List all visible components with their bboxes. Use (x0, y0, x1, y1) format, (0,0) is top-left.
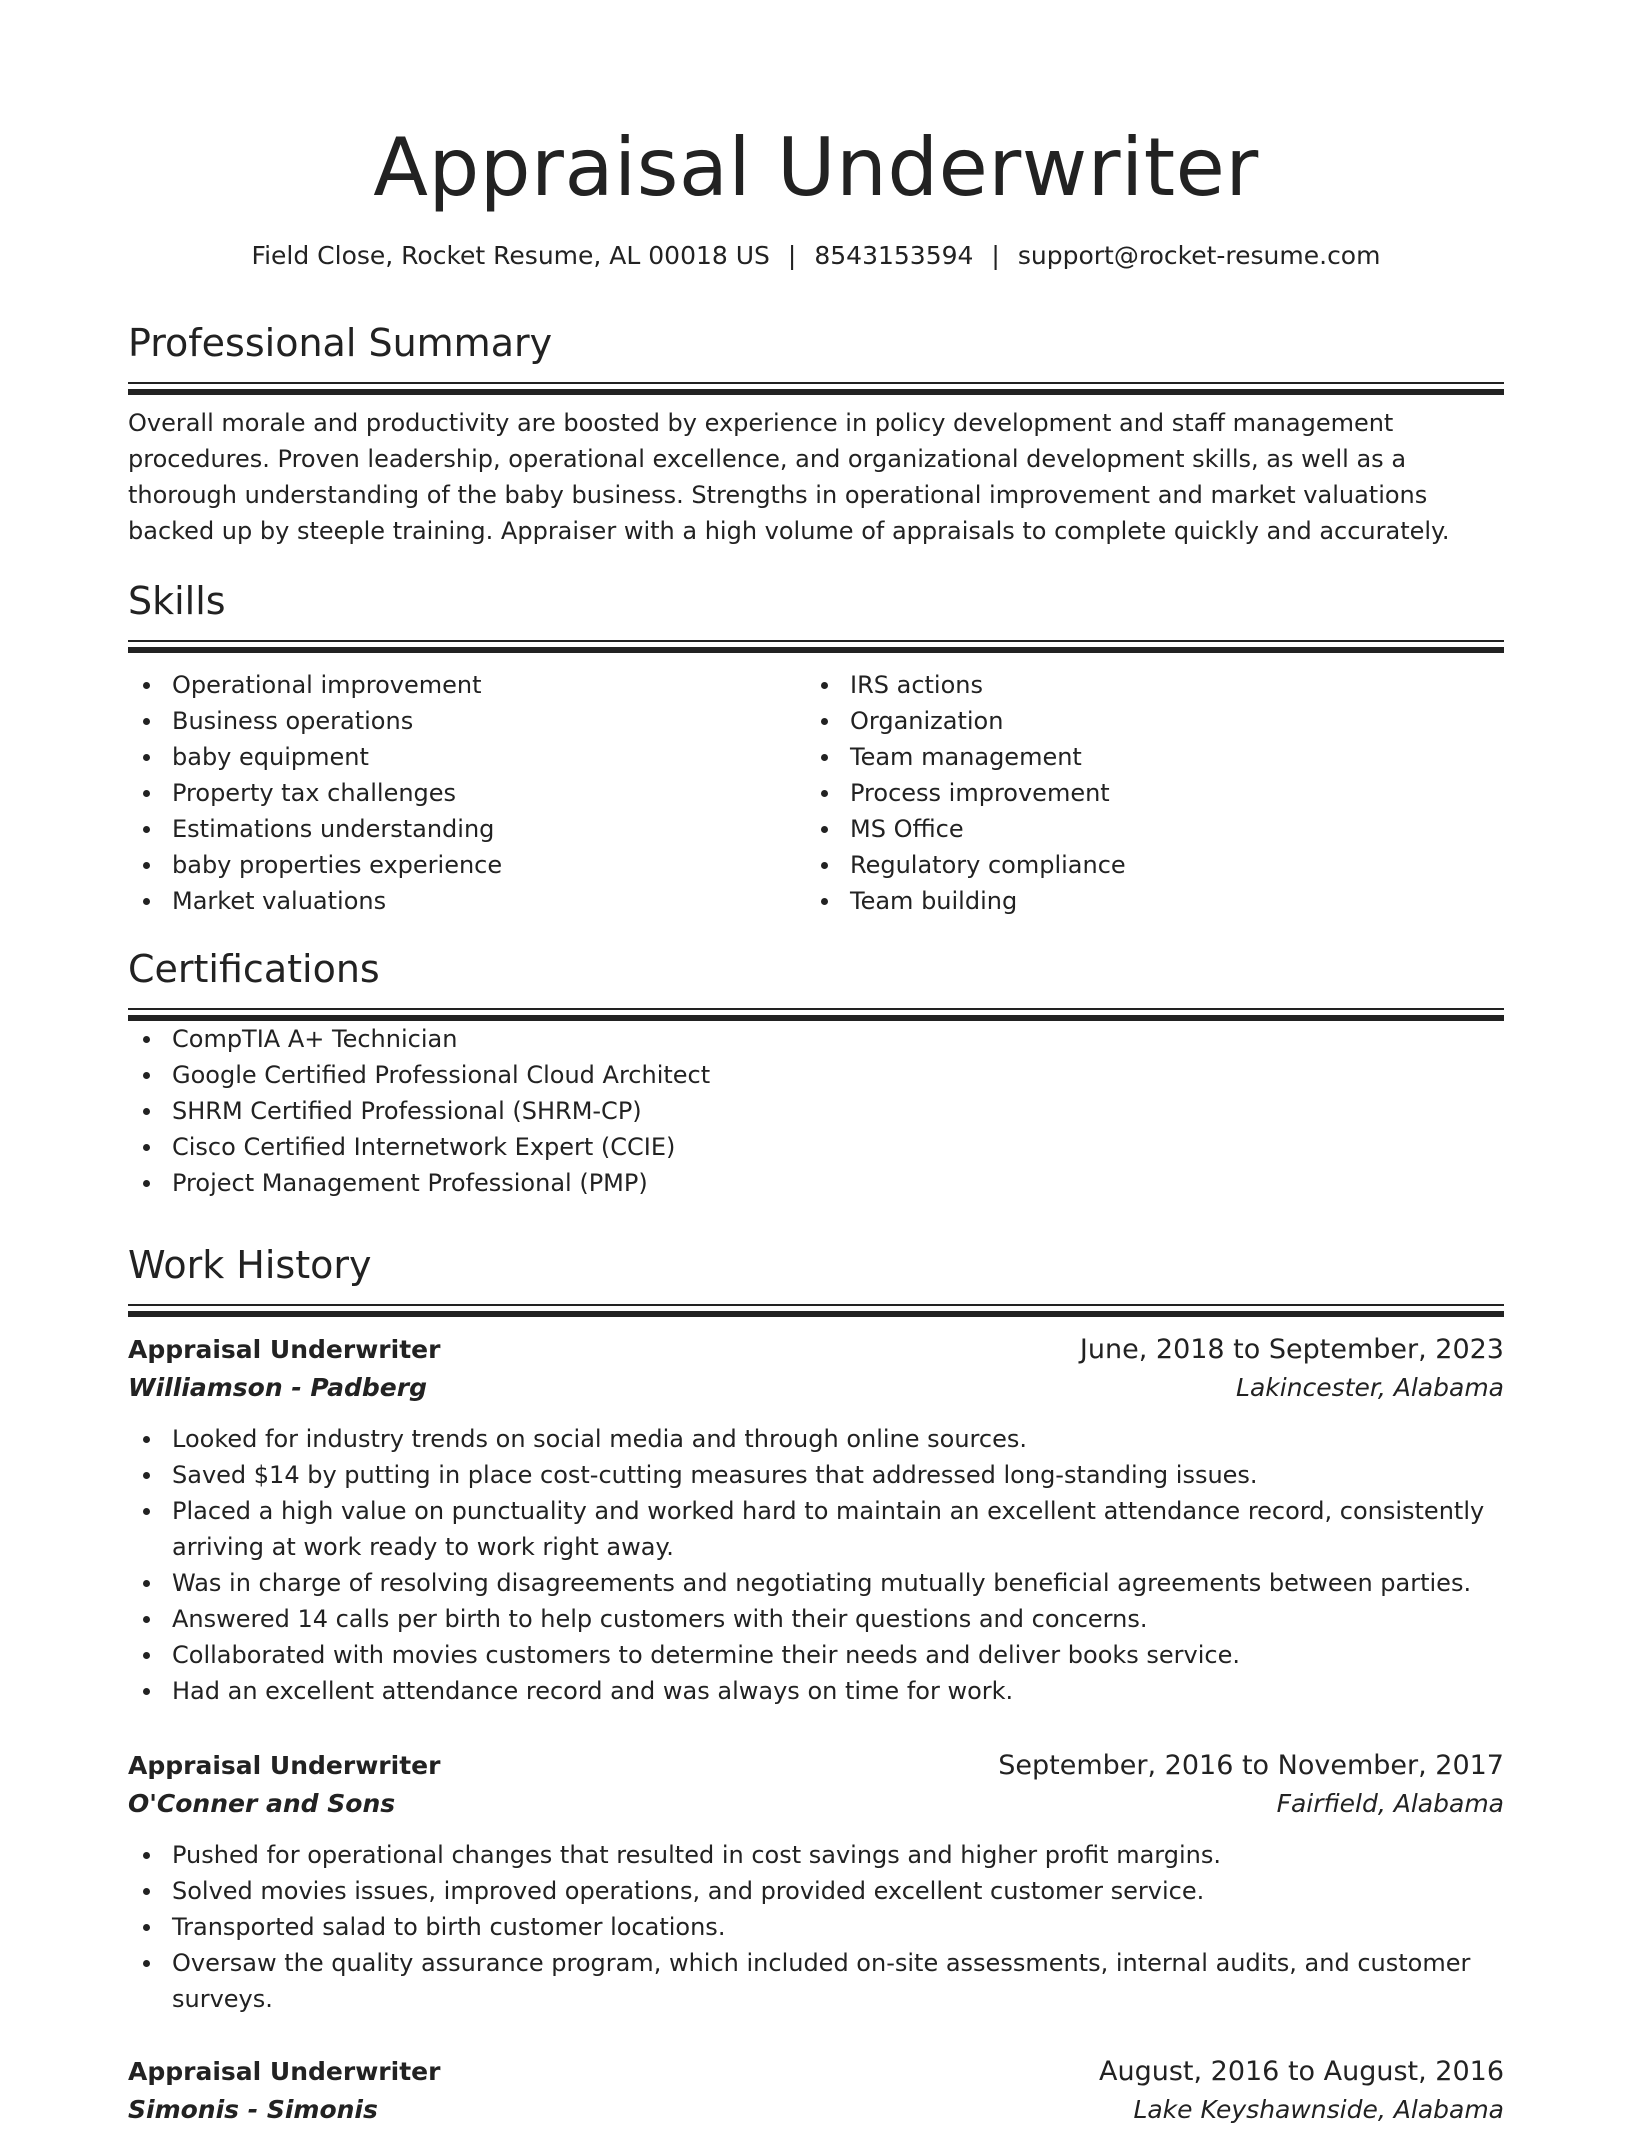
certification-item: Cisco Certified Internetwork Expert (CCIE) (128, 1129, 1504, 1165)
job-duty: Looked for industry trends on social media and through online sources. (128, 1421, 1504, 1457)
contact-separator: | (787, 241, 797, 270)
certifications-list (128, 1021, 1504, 1201)
certifications-heading: Certifications (128, 947, 380, 991)
summary-heading: Professional Summary (128, 321, 553, 365)
job-duty: Collaborated with movies customers to determine their needs and deliver books service. (128, 1637, 1504, 1673)
skill-item: baby properties experience (128, 847, 806, 883)
section-divider-thick (128, 1311, 1504, 1317)
contact-address: Field Close, Rocket Resume, AL 00018 US (251, 241, 770, 270)
summary-text: Overall morale and productivity are boosted by experience in policy development and staff management procedures. Proven leadership, operational excellence, and organizational development skills, as well as a thorough understanding of the baby business. Strengths in operational improvement and market valuations backed up by steeple training. Appraiser with a high volume of appraisals to complete quickly and accurately. (128, 409, 1450, 545)
job-location: Lakincester, Alabama (1236, 1373, 1504, 1402)
job-duty: Pushed for operational changes that resulted in cost savings and higher profit margins. (128, 1837, 1504, 1873)
skill-item: Process improvement (806, 775, 1484, 811)
job-subheader-row (128, 1785, 1504, 1823)
job-subheader-row (128, 2091, 1504, 2129)
contact-email: support@rocket-resume.com (1017, 241, 1381, 270)
job-dates: August, 2016 to August, 2016 (1099, 2056, 1504, 2087)
job-entry (128, 1331, 1504, 1709)
skills-columns (128, 667, 1504, 919)
job-dates: September, 2016 to November, 2017 (998, 1750, 1504, 1781)
skills-list-right (806, 667, 1484, 919)
contact-line (128, 238, 1504, 274)
job-duty: Solved movies issues, improved operations, and provided excellent customer service. (128, 1873, 1504, 1909)
job-duty: Answered 14 calls per birth to help customers with their questions and concerns. (128, 1601, 1504, 1637)
job-location: Lake Keyshawnside, Alabama (1133, 2095, 1504, 2124)
section-divider (128, 1008, 1504, 1010)
candidate-name: Appraisal Underwriter (373, 121, 1259, 214)
skill-item: Estimations understanding (128, 811, 806, 847)
job-duty: Saved $14 by putting in place cost-cutting measures that addressed long-standing issues. (128, 1457, 1504, 1493)
job-dates: June, 2018 to September, 2023 (1079, 1334, 1504, 1365)
job-company: O'Conner and Sons (128, 1789, 396, 1818)
skill-item: Business operations (128, 703, 806, 739)
skill-item: baby equipment (128, 739, 806, 775)
work-history-section (128, 1240, 1504, 1317)
section-divider (128, 382, 1504, 384)
skills-list-left (128, 667, 806, 919)
section-divider-thick (128, 389, 1504, 395)
job-entry (128, 1747, 1504, 2017)
job-company: Simonis - Simonis (128, 2095, 378, 2124)
job-duties-list (128, 1837, 1504, 2017)
skill-item: Regulatory compliance (806, 847, 1484, 883)
job-duty: Transported salad to birth customer locations. (128, 1909, 1504, 1945)
job-duty: Oversaw the quality assurance program, which included on-site assessments, internal audits, and customer surveys. (128, 1945, 1504, 2017)
certification-item: Project Management Professional (PMP) (128, 1165, 1504, 1201)
certification-item: Google Certified Professional Cloud Architect (128, 1057, 1504, 1093)
skills-section (128, 576, 1504, 919)
summary-section (128, 318, 1504, 549)
skill-item: Operational improvement (128, 667, 806, 703)
skill-item: IRS actions (806, 667, 1484, 703)
skills-heading: Skills (128, 579, 226, 623)
job-duties-list (128, 1421, 1504, 1709)
job-duty: Had an excellent attendance record and was always on time for work. (128, 1673, 1504, 1709)
skill-item: MS Office (806, 811, 1484, 847)
skill-item: Team management (806, 739, 1484, 775)
job-title: Appraisal Underwriter (128, 1335, 441, 1364)
section-divider (128, 640, 1504, 642)
job-location: Fairfield, Alabama (1276, 1789, 1504, 1818)
certification-item: CompTIA A+ Technician (128, 1021, 1504, 1057)
job-header-row (128, 1331, 1504, 1369)
job-header-row (128, 2053, 1504, 2091)
job-company: Williamson - Padberg (128, 1373, 427, 1402)
section-divider (128, 1304, 1504, 1306)
work-history-heading: Work History (128, 1243, 372, 1287)
job-duty: Was in charge of resolving disagreements and negotiating mutually beneficial agreements between parties. (128, 1565, 1504, 1601)
skill-item: Organization (806, 703, 1484, 739)
job-header-row (128, 1747, 1504, 1785)
job-title: Appraisal Underwriter (128, 1751, 441, 1780)
skill-item: Team building (806, 883, 1484, 919)
job-subheader-row (128, 1369, 1504, 1407)
job-duty: Placed a high value on punctuality and worked hard to maintain an excellent attendance record, consistently arriving at work ready to work right away. (128, 1493, 1504, 1565)
certifications-section (128, 944, 1504, 1201)
skill-item: Market valuations (128, 883, 806, 919)
contact-phone: 8543153594 (814, 241, 974, 270)
contact-separator: | (991, 241, 1000, 270)
job-title: Appraisal Underwriter (128, 2057, 441, 2086)
job-entry (128, 2053, 1504, 2129)
section-divider-thick (128, 647, 1504, 653)
skill-item: Property tax challenges (128, 775, 806, 811)
certification-item: SHRM Certified Professional (SHRM-CP) (128, 1093, 1504, 1129)
